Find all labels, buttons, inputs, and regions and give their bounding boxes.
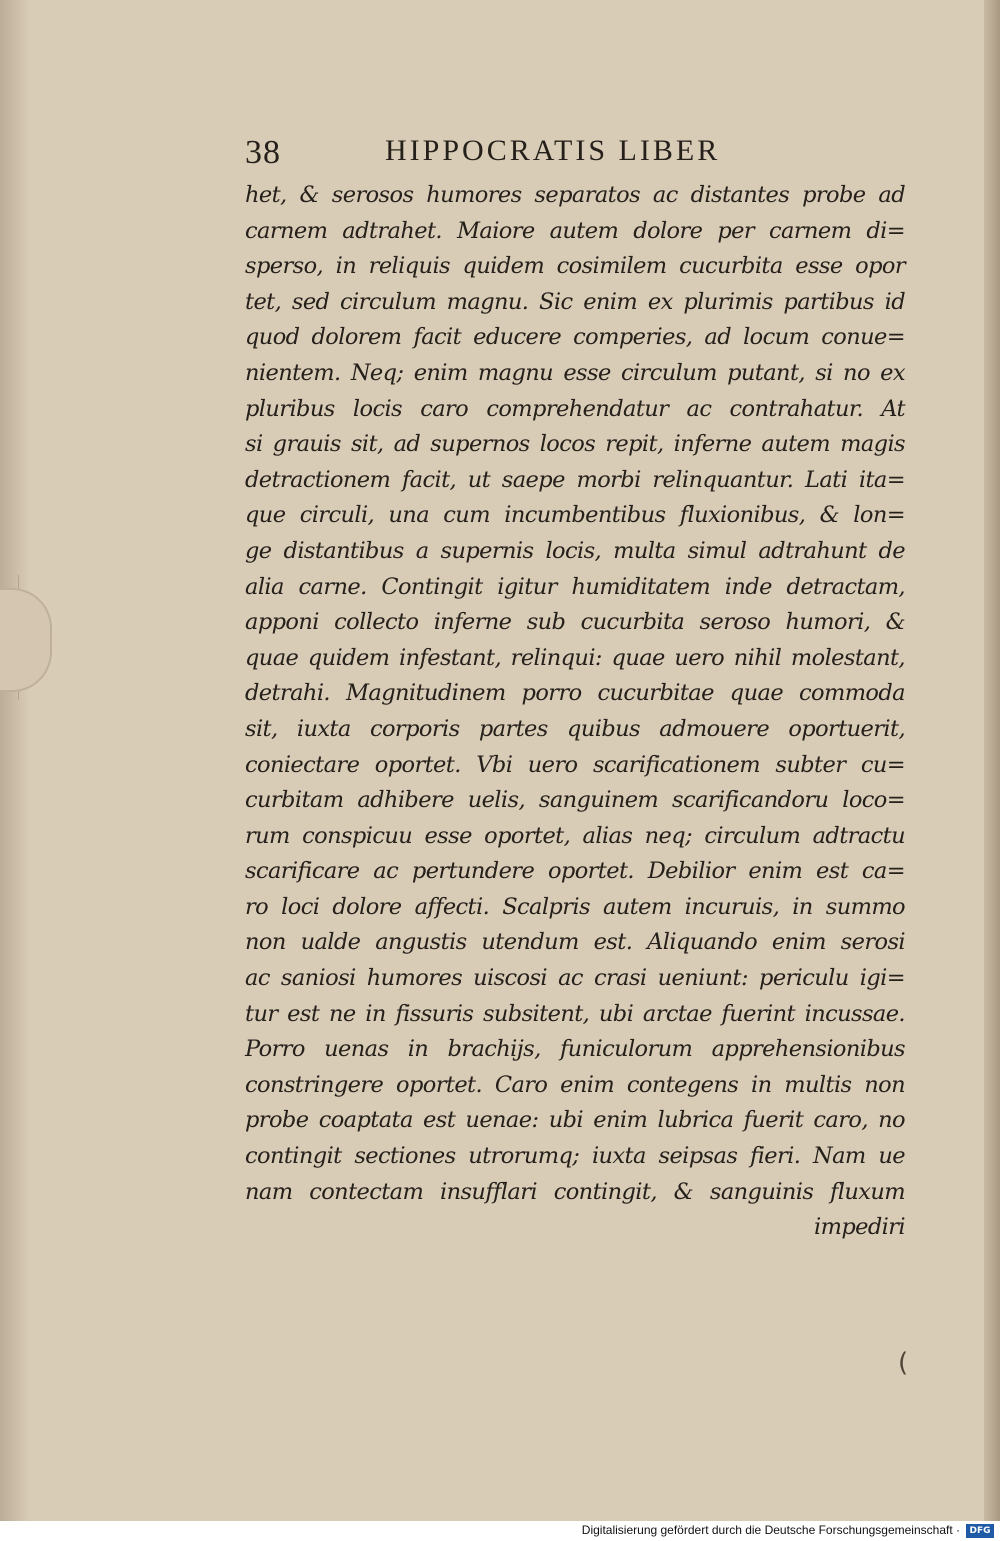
- text-line: ac saniosi humores uiscosi ac crasi ueniunt: periculu igi=: [245, 965, 905, 992]
- text-line: ro loci dolore affecti. Scalpris autem incuruis, in summo: [245, 893, 905, 920]
- digitization-credit: Digitalisierung gefördert durch die Deutsche Forschungsgemeinschaft ·: [581, 1523, 960, 1537]
- text-line: ge distantibus a supernis locis, multa simul adtrahunt de: [245, 537, 905, 564]
- text-line: probe coaptata est uenae: ubi enim lubrica fuerit caro, no: [245, 1107, 905, 1134]
- gutter-shadow: [0, 0, 30, 1521]
- text-line: quod dolorem facit educere comperies, ad locum conue=: [245, 324, 905, 351]
- corner-mark: (: [898, 1348, 909, 1378]
- text-line: het, & serosos humores separatos ac distantes probe ad: [245, 182, 905, 208]
- text-line: nientem. Neq; enim magnu esse circulum putant, si no ex: [245, 359, 905, 386]
- text-line: constringere oportet. Caro enim contegens in multis non: [245, 1071, 905, 1098]
- text-line: quae quidem infestant, relinqui: quae uero nihil molestant,: [245, 644, 905, 671]
- catchword: impediri: [813, 1214, 905, 1241]
- body-text: [245, 178, 905, 1246]
- text-line: non ualde angustis utendum est. Aliquando enim serosi: [245, 929, 905, 956]
- text-line: que circuli, una cum incumbentibus fluxionibus, & lon=: [245, 502, 905, 529]
- text-line: alia carne. Contingit igitur humiditatem inde detractam,: [245, 573, 905, 600]
- text-line: curbitam adhibere uelis, sanguinem scarificandoru loco=: [245, 787, 905, 814]
- text-line: tur est ne in fissuris subsitent, ubi arctae fuerint incussae.: [245, 1000, 905, 1027]
- page-number: 38: [245, 134, 281, 171]
- page-edge: [984, 0, 1000, 1521]
- text-line: carnem adtrahet. Maiore autem dolore per carnem di=: [245, 217, 905, 244]
- text-line: nam contectam insufflari contingit, & sanguinis fluxum: [245, 1178, 905, 1205]
- text-line: si grauis sit, ad supernos locos repit, inferne autem magis: [245, 431, 905, 458]
- footer-bar: [0, 1521, 1000, 1541]
- running-head-title: HIPPOCRATIS LIBER: [385, 134, 721, 167]
- dfg-logo-icon: DFG: [966, 1524, 994, 1538]
- running-head: [245, 130, 905, 178]
- text-line: sit, iuxta corporis partes quibus admouere oportuerit,: [245, 715, 905, 742]
- text-line: apponi collecto inferne sub cucurbita seroso humori, &: [245, 609, 905, 636]
- text-line: tet, sed circulum magnu. Sic enim ex plurimis partibus id: [245, 288, 905, 315]
- text-line: sperso, in reliquis quidem cosimilem cucurbita esse opor: [245, 253, 905, 280]
- text-line: Porro uenas in brachijs, funiculorum apprehensionibus: [245, 1036, 905, 1063]
- text-line: scarificare ac pertundere oportet. Debilior enim est ca=: [245, 858, 905, 885]
- text-line: pluribus locis caro comprehendatur ac contrahatur. At: [245, 395, 905, 422]
- text-line: coniectare oportet. Vbi uero scarificationem subter cu=: [245, 751, 905, 778]
- text-line: rum conspicuu esse oportet, alias neq; circulum adtractu: [245, 822, 905, 849]
- text-line: detractionem facit, ut saepe morbi relinquantur. Lati ita=: [245, 466, 905, 493]
- page-tab-mark: [0, 588, 52, 692]
- text-line: detrahi. Magnitudinem porro cucurbitae quae commoda: [245, 680, 905, 707]
- text-block: [245, 130, 905, 1246]
- text-line: contingit sectiones utrorumq; iuxta seipsas fieri. Nam ue: [245, 1143, 905, 1170]
